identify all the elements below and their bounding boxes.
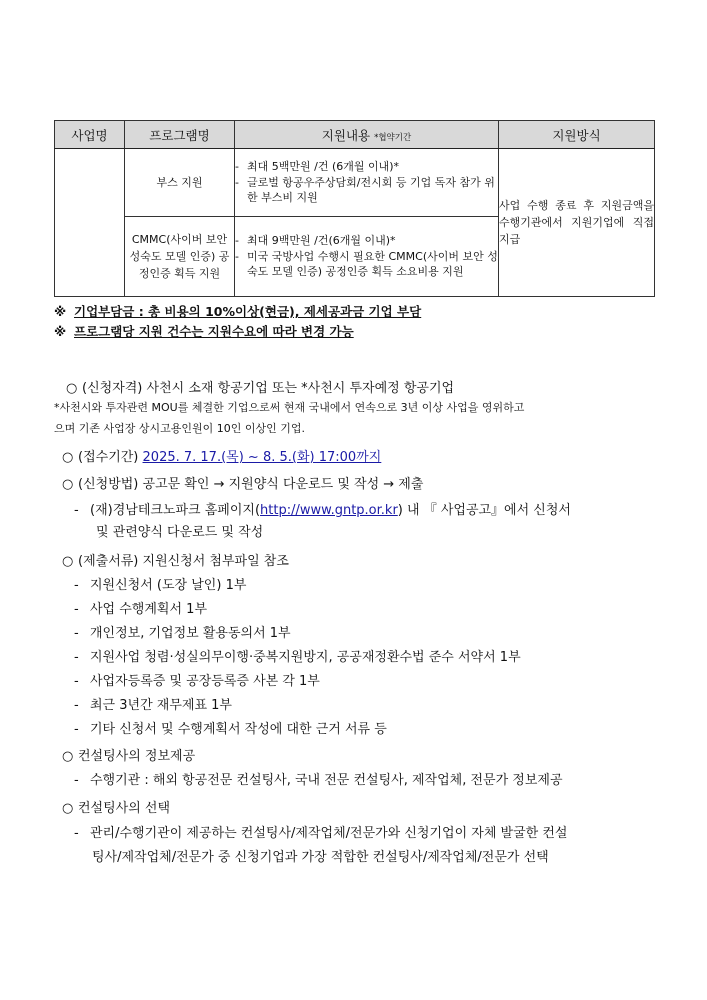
dash-mark: - (74, 602, 79, 617)
note-mark: ※ (54, 304, 67, 319)
dash-mark: - (74, 503, 79, 518)
header-content-label: 지원내용 (321, 127, 371, 143)
info-item-text: 수행기관 : 해외 항공전문 컨설팅사, 국내 전문 컨설팅사, 제작업체, 전문가 정보제공 (90, 773, 563, 788)
method-line2: 및 관련양식 다운로드 및 작성 (96, 525, 264, 540)
method-text: (신청방법) 공고문 확인 → 지원양식 다운로드 및 작성 → 제출 (78, 477, 424, 492)
documents-title (62, 550, 289, 569)
dash-mark: - (74, 650, 79, 665)
program-table (54, 120, 655, 297)
selection-item-line1: 관리/수행기관이 제공하는 컨설팅사/제작업체/전문가와 신청기업이 자체 발굴한 컨설 (90, 826, 568, 841)
detail-item (235, 249, 498, 281)
circle-bullet: ○ (62, 554, 74, 569)
documents-text: (제출서류) 지원신청서 첨부파일 참조 (78, 554, 289, 569)
dash-mark: - (74, 826, 79, 841)
dash-mark: - (74, 674, 79, 689)
detail-item (235, 233, 498, 249)
dash-mark: - (74, 578, 79, 593)
notes-block (54, 302, 421, 342)
note-mark: ※ (54, 324, 67, 339)
cell-method: 사업 수행 종료 후 지원금액을 수행기관에서 지원기업에 직접 지급 (499, 149, 655, 297)
dash-mark: - (235, 159, 239, 173)
detail-text: 최대 5백만원 /건 (6개월 이내)* (247, 159, 400, 173)
list-item (74, 646, 521, 665)
period-line (62, 446, 381, 465)
dash-mark: - (235, 175, 239, 189)
dash-mark: - (74, 626, 79, 641)
detail-item (235, 175, 498, 207)
dash-mark: - (235, 233, 239, 247)
header-content-note: *협약기간 (374, 132, 412, 143)
header-method: 지원방식 (499, 121, 655, 149)
detail-text: 최대 9백만원 /건(6개월 이내)* (247, 233, 396, 247)
list-item (74, 622, 291, 641)
document-item-text: 지원신청서 (도장 날인) 1부 (90, 578, 247, 593)
period-value: 2025. 7. 17.(목) ~ 8. 5.(화) 17:00까지 (142, 450, 382, 465)
detail-text: 글로벌 항공우주상담회/전시회 등 기업 독자 참가 위한 부스비 지원 (247, 175, 495, 205)
method-line1-pre: (재)경남테크노파크 홈페이지( (90, 503, 261, 518)
dash-mark: - (74, 773, 79, 788)
document-item-text: 사업자등록증 및 공장등록증 사본 각 1부 (90, 674, 320, 689)
method-item (74, 499, 571, 518)
table-header-row (55, 121, 655, 149)
circle-bullet: ○ (62, 477, 74, 492)
document-item-text: 사업 수행계획서 1부 (90, 602, 207, 617)
method-title (62, 473, 423, 492)
detail-item (235, 159, 498, 175)
dash-mark: - (74, 722, 79, 737)
dash-mark: - (74, 698, 79, 713)
dash-mark: - (235, 249, 239, 263)
note-line (54, 322, 421, 342)
selection-text: 컨설팅사의 선택 (78, 801, 171, 816)
info-text: 컨설팅사의 정보제공 (78, 749, 196, 764)
header-program: 프로그램명 (125, 121, 235, 149)
document-item-text: 개인정보, 기업정보 활용동의서 1부 (90, 626, 291, 641)
homepage-link[interactable]: http://www.gntp.or.kr (260, 503, 398, 518)
header-biz: 사업명 (55, 121, 125, 149)
eligibility-footnote-2: 으며 기존 사업장 상시고용인원이 10인 이상인 기업. (54, 422, 305, 435)
eligibility-text: (신청자격) 사천시 소재 항공기업 또는 *사천시 투자예정 항공기업 (82, 381, 455, 396)
eligibility-footnote-1: *사천시와 투자관련 MOU를 체결한 기업으로써 현재 국내에서 연속으로 3년 이상 사업을 영위하고 (54, 401, 525, 414)
circle-bullet: ○ (62, 749, 74, 764)
circle-bullet: ○ (62, 801, 74, 816)
period-label: (접수기간) (78, 450, 139, 465)
info-title (62, 745, 195, 764)
list-item (74, 574, 246, 593)
circle-bullet: ○ (62, 450, 74, 465)
cell-detail-booth (235, 149, 499, 217)
note-line (54, 302, 421, 322)
document-item-text: 기타 신청서 및 수행계획서 작성에 대한 근거 서류 등 (90, 722, 387, 737)
selection-title (62, 797, 170, 816)
cell-biz (55, 149, 125, 297)
list-item (74, 598, 207, 617)
document-item-text: 최근 3년간 재무제표 1부 (90, 698, 232, 713)
list-item (74, 822, 567, 841)
cell-program-booth: 부스 지원 (125, 149, 235, 217)
detail-text: 미국 국방사업 수행시 필요한 CMMC(사이버 보안 성숙도 모델 인증) 공정인증 획득 소요비용 지원 (247, 249, 498, 279)
list-item (74, 670, 320, 689)
circle-bullet: ○ (66, 381, 78, 396)
cell-program-cmmc: CMMC(사이버 보안 성숙도 모델 인증) 공정인증 획득 지원 (125, 217, 235, 297)
note-text: 프로그램당 지원 건수는 지원수요에 따라 변경 가능 (74, 324, 354, 339)
selection-item-line2: 팅사/제작업체/전문가 중 신청기업과 가장 적합한 컨설팅사/제작업체/전문가 선택 (92, 850, 549, 865)
list-item (74, 694, 232, 713)
eligibility-title (66, 377, 454, 396)
cell-detail-cmmc (235, 217, 499, 297)
note-text: 기업부담금 : 총 비용의 10%이상(현금), 제세공과금 기업 부담 (74, 304, 422, 319)
header-content (235, 121, 499, 149)
table-row (55, 149, 655, 217)
document-item-text: 지원사업 청렴·성실의무이행·중복지원방지, 공공재정환수법 준수 서약서 1부 (90, 650, 521, 665)
list-item (74, 769, 563, 788)
method-line1-post: ) 내 『 사업공고』에서 신청서 (397, 503, 571, 518)
list-item (74, 718, 387, 737)
